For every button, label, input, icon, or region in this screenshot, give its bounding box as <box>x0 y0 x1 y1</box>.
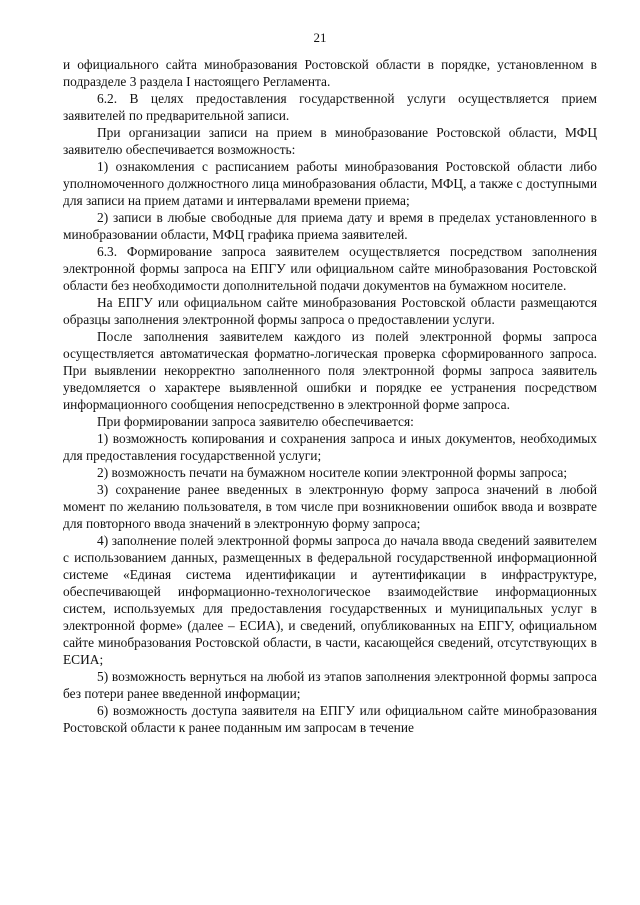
paragraph: 2) возможность печати на бумажном носителе копии электронной формы запроса; <box>97 465 568 480</box>
paragraph: После заполнения заявителем каждого из полей электронной формы запроса осуществляется автоматическая форматно-логическая проверка сформированного запроса. При выявлении некорректно заполненного поля электронной формы запроса заявитель уведомляется о характере выявленной ошибки и порядке ее устранения посредством информационного сообщения непосредственно в электронной форме запроса. <box>63 329 597 412</box>
paragraph: и официального сайта минобразования Ростовской области в порядке, установленном в подразделе 3 раздела I настоящего Регламента. <box>63 57 597 89</box>
document-body <box>63 56 597 736</box>
paragraph: При организации записи на прием в минобразование Ростовской области, МФЦ заявителю обеспечивается возможность: <box>63 125 597 157</box>
paragraph: 6.2. В целях предоставления государственной услуги осуществляется прием заявителей по предварительной записи. <box>63 91 597 123</box>
paragraph: 1) ознакомления с расписанием работы минобразования Ростовской области либо уполномоченного должностного лица минобразования области, МФЦ, а также с доступными для записи на прием датами и интервалами времени приема; <box>63 159 597 208</box>
paragraph: 1) возможность копирования и сохранения запроса и иных документов, необходимых для предоставления государственной услуги; <box>63 431 597 463</box>
paragraph: 6.3. Формирование запроса заявителем осуществляется посредством заполнения электронной формы запроса на ЕПГУ или официальном сайте минобразования Ростовской области без необходимости дополнительной подачи документов на бумажном носителе. <box>63 244 597 293</box>
paragraph: 5) возможность вернуться на любой из этапов заполнения электронной формы запроса без потери ранее введенной информации; <box>63 669 597 701</box>
paragraph: 4) заполнение полей электронной формы запроса до начала ввода сведений заявителем с использованием данных, размещенных в федеральной государственной информационной системе «Единая система идентификации и аутентификации в инфраструктуре, обеспечивающей информационно-технологическое взаимодействие информационных систем, используемых для предоставления государственных и муниципальных услуг в электронной форме» (далее – ЕСИА), и сведений, опубликованных на ЕПГУ, официальном сайте минобразования Ростовской области, в части, касающейся сведений, отсутствующих в ЕСИА; <box>63 533 597 667</box>
paragraph: При формировании запроса заявителю обеспечивается: <box>97 414 414 429</box>
paragraph: 6) возможность доступа заявителя на ЕПГУ или официальном сайте минобразования Ростовской области к ранее поданным им запросам в течение <box>63 703 597 735</box>
paragraph: 3) сохранение ранее введенных в электронную форму запроса значений в любой момент по желанию пользователя, в том числе при возникновении ошибок ввода и возврате для повторного ввода значений в электронную форму запроса; <box>63 482 597 531</box>
paragraph: На ЕПГУ или официальном сайте минобразования Ростовской области размещаются образцы заполнения электронной формы запроса о предоставлении услуги. <box>63 295 597 327</box>
page-number: 21 <box>313 30 327 45</box>
paragraph: 2) записи в любые свободные для приема дату и время в пределах установленного в минобразовании области, МФЦ графика приема заявителей. <box>63 210 597 242</box>
